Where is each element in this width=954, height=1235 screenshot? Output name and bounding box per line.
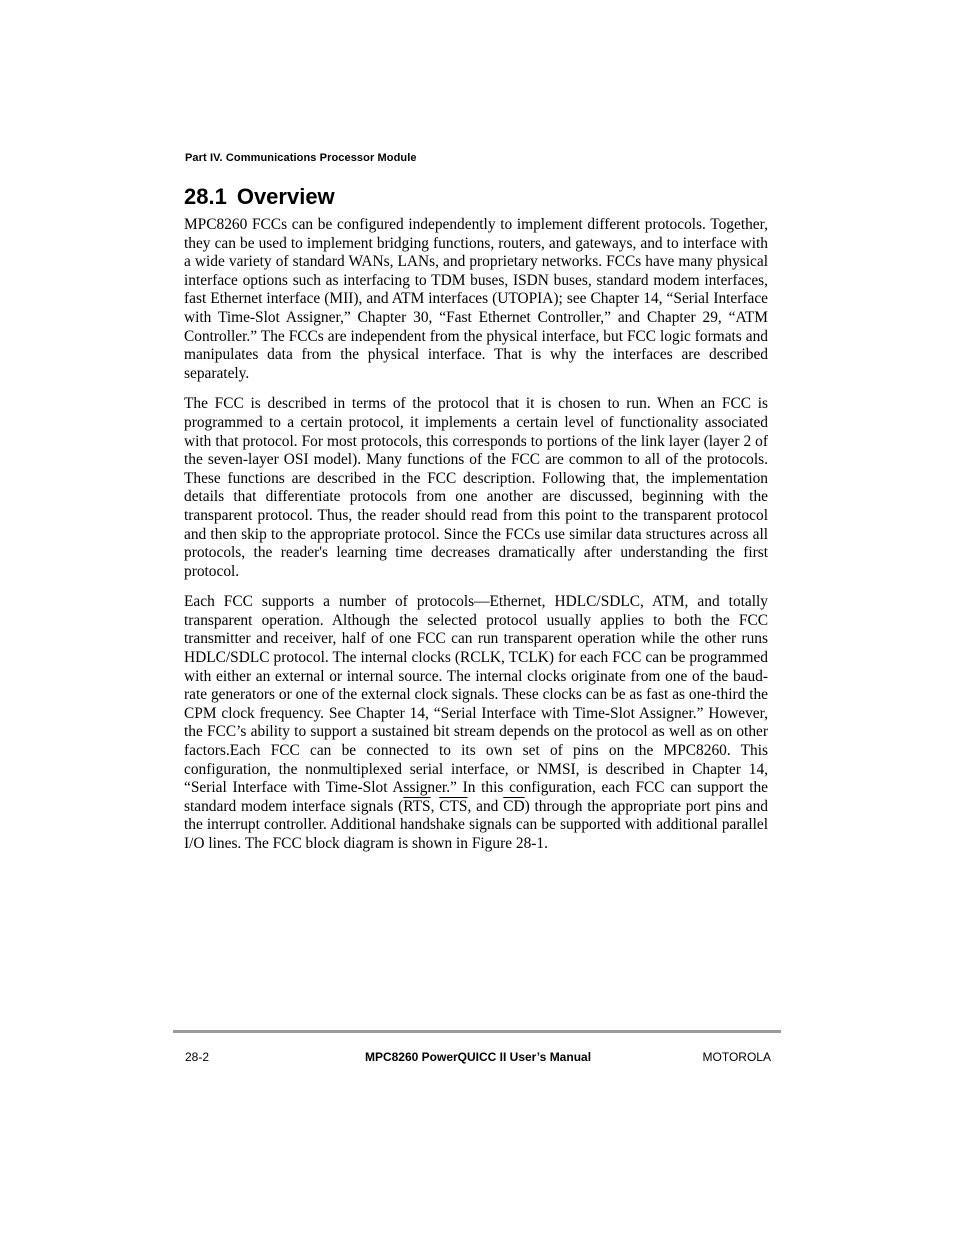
separator-1: , — [430, 797, 440, 815]
paragraph-1: MPC8260 FCCs can be configured independently to implement different protocols. Together, they can be used to implement bridging functions, routers, and gateways, and to interface with a wide variety of standard WANs, LANs, and proprietary networks. FCCs have many physical interface options such as interfacing to TDM buses, ISDN buses, standard modem interfaces, fast Ethernet interface (MII), and ATM interfaces (UTOPIA); see Chapter 14, “Serial Interface with Time-Slot Assigner,” Chapter 30, “Fast Ethernet Controller,” and Chapter 29, “ATM Controller.” The FCCs are independent from the physical interface, but FCC logic formats and manipulates data from the physical interface. That is why the interfaces are described separately. — [184, 216, 768, 382]
signal-rts: $\overline{RTS}$ — [403, 797, 431, 815]
footer-rule — [173, 1030, 781, 1033]
paragraph-2: The FCC is described in terms of the protocol that it is chosen to run. When an FCC is programmed to a certain protocol, it implements a certain level of functionality associated with that protocol. For most protocols, this corresponds to portions of the link layer (layer 2 of the seven-layer OSI model). Many functions of the FCC are common to all of the protocols. These functions are described in the FCC description. Following that, the implementation details that differentiate protocols from one another are discussed, beginning with the transparent protocol. Thus, the reader should read from this point to the transparent protocol and then skip to the appropriate protocol. Since the FCCs use similar data structures across all protocols, the reader's learning time decreases dramatically after understanding the first protocol. — [184, 395, 768, 580]
page-number: 28-2 — [185, 1050, 210, 1064]
running-head: Part IV. Communications Processor Module — [185, 152, 417, 164]
signal-cd: $\overline{CD}$ — [503, 797, 525, 815]
page-footer — [185, 1050, 771, 1066]
separator-2: , and — [467, 797, 504, 815]
manual-title: MPC8260 PowerQUICC II User’s Manual — [364, 1050, 592, 1064]
vendor-name: MOTOROLA — [702, 1050, 771, 1064]
section-title — [184, 183, 335, 211]
paragraph-3-part-a: Each FCC supports a number of protocols—Ethernet, HDLC/SDLC, ATM, and totally transparent operation. Although the selected protocol usually applies to both the FCC transmitter and receiver, half of one FCC can run transparent operation while the other runs HDLC/SDLC protocol. The internal clocks (RCLK, TCLK) for each FCC can be programmed with either an external or internal source. The internal clocks originate from one of the baud-rate generators or one of the external clock signals. These clocks can be as fast as one-third the CPM clock frequency. See Chapter 14, “Serial Interface with Time-Slot Assigner.” However, the FCC’s ability to support a sustained bit stream depends on the protocol as well as on other factors.Each FCC can be connected to its own set of pins on the MPC8260. This configuration, the nonmultiplexed serial interface, or NMSI, is described in Chapter 14, “Serial Interface with Time-Slot Assigner.” In this configuration, each FCC can support the standard modem interface signals ( — [184, 593, 768, 815]
paragraph-3-part-b: ) through the appropriate port pins and the interrupt controller. Additional handshake signals can be supported with additional parallel I/O lines. The FCC block diagram is shown in Figure 28-1. — [184, 797, 769, 852]
body-text — [184, 216, 768, 866]
section-title-text: Overview — [236, 184, 335, 209]
paragraph-3 — [184, 593, 768, 853]
section-number: 28.1 — [184, 184, 227, 209]
signal-cts: $\overline{CTS}$ — [439, 797, 468, 815]
